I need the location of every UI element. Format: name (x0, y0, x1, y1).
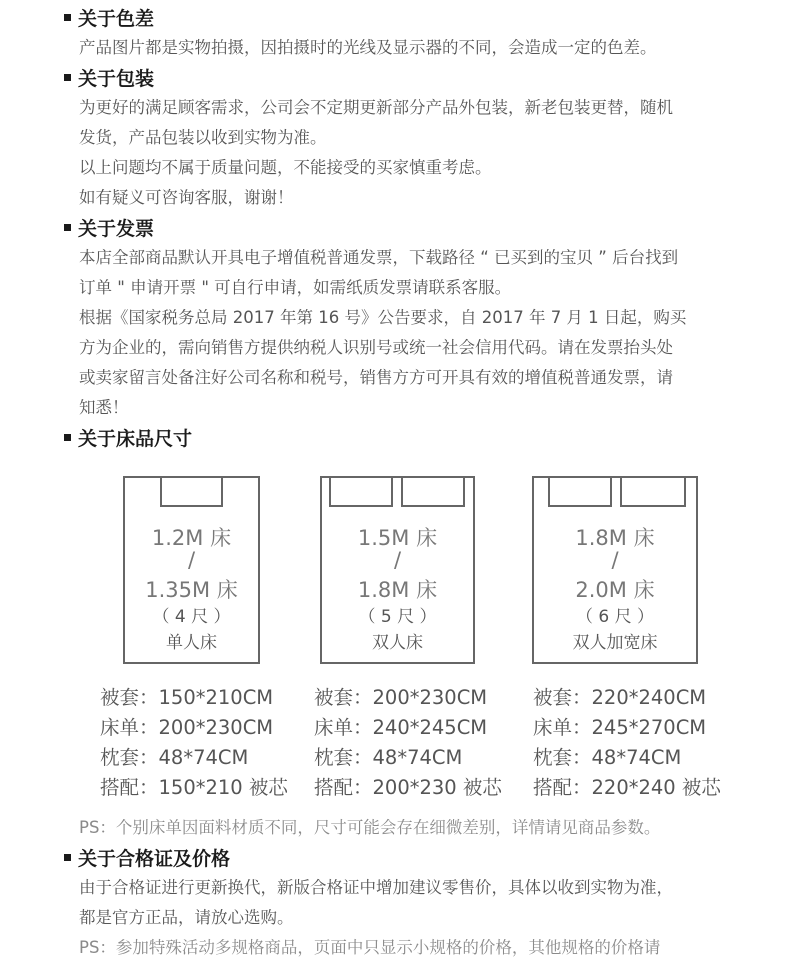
spec-duvet-cover: 被套：150*210CM (100, 686, 274, 709)
bed-diagram-single (123, 476, 260, 664)
spec-pillowcase: 枕套：48*74CM (314, 746, 463, 769)
bed-feet: （ 4 尺 ） (152, 607, 231, 627)
bed-size-line1: 1.5M 床 (357, 526, 438, 550)
section-title-packaging (64, 63, 154, 91)
section-title-text: 关于床品尺寸 (78, 427, 193, 450)
paragraph-line: 本店全部商品默认开具电子增值税普通发票，下载路径 “ 已买到的宝贝 ” 后台找到 (79, 248, 679, 267)
spec-bed-sheet: 床单：245*270CM (533, 716, 707, 739)
bullet-icon (64, 14, 71, 21)
bed-feet: （ 6 尺 ） (575, 607, 655, 627)
bullet-icon (64, 434, 71, 441)
paragraph-line: 都是官方正品，请放心选购。 (79, 908, 294, 927)
section-title-certificate (64, 843, 230, 871)
section-title-invoice (64, 213, 154, 241)
spec-duvet-cover: 被套：220*240CM (533, 686, 707, 709)
bullet-icon (64, 74, 71, 81)
pillow-icon (620, 476, 686, 507)
paragraph-line: 方为企业的，需向销售方提供纳税人识别号或统一社会信用代码。请在发票抬头处 (79, 338, 673, 357)
paragraph-line: 根据《国家税务总局 2017 年第 16 号》公告要求，自 2017 年 7 月 1 日起，购买 (79, 308, 687, 327)
bullet-icon (64, 854, 71, 861)
bed-size-ps-note: PS：个别床单因面料材质不同，尺寸可能会存在细微差别，详情请见商品参数。 (79, 818, 661, 837)
section-title-text: 关于发票 (78, 217, 155, 240)
spec-matching-duvet: 搭配：150*210 被芯 (100, 776, 288, 799)
paragraph-line: 产品图片都是实物拍摄，因拍摄时的光线及显示器的不同，会造成一定的色差。 (79, 38, 657, 57)
bed-kind: 双人加宽床 (572, 633, 658, 653)
pillow-icon (329, 476, 393, 507)
bed-size-line1: 1.8M 床 (575, 526, 655, 550)
pillow-icon (160, 476, 223, 507)
paragraph-line: 如有疑义可咨询客服，谢谢！ (79, 188, 294, 207)
spec-pillowcase: 枕套：48*74CM (533, 746, 682, 769)
bed-size-line1: 1.2M 床 (151, 526, 232, 550)
paragraph-line: 以上问题均不属于质量问题，不能接受的买家慎重考虑。 (79, 158, 492, 177)
bed-size-line2: 2.0M 床 (575, 578, 655, 602)
bed-kind: 双人床 (372, 633, 423, 653)
section-title-text: 关于色差 (78, 7, 155, 30)
paragraph-line: 发货，产品包装以收到实物为准。 (79, 128, 327, 147)
section-title-bed-size (64, 423, 192, 451)
paragraph-line: 或卖家留言处备注好公司名称和税号，销售方方可开具有效的增值税普通发票，请 (79, 368, 673, 387)
section-title-text: 关于合格证及价格 (78, 847, 231, 870)
certificate-ps-note: PS：参加特殊活动多规格商品，页面中只显示小规格的价格，其他规格的价格请 (79, 938, 661, 957)
spec-pillowcase: 枕套：48*74CM (100, 746, 249, 769)
bed-size-line2: 1.8M 床 (357, 578, 438, 602)
pillow-icon (548, 476, 612, 507)
paragraph-line: 为更好的满足顾客需求，公司会不定期更新部分产品外包装，新老包装更替，随机 (79, 98, 673, 117)
spec-matching-duvet: 搭配：200*230 被芯 (314, 776, 502, 799)
bed-size-separator: / (611, 548, 619, 572)
spec-bed-sheet: 床单：200*230CM (100, 716, 274, 739)
paragraph-line: 订单 " 申请开票 " 可自行申请，如需纸质发票请联系客服。 (79, 278, 512, 297)
paragraph-line: 知悉！ (79, 398, 129, 417)
bed-size-separator: / (393, 548, 402, 572)
bullet-icon (64, 224, 71, 231)
paragraph-line: 由于合格证进行更新换代，新版合格证中增加建议零售价，具体以收到实物为准， (79, 878, 673, 897)
bed-diagram-double (320, 476, 475, 664)
pillow-icon (401, 476, 465, 507)
bed-kind: 单人床 (166, 633, 217, 653)
spec-bed-sheet: 床单：240*245CM (314, 716, 488, 739)
bed-size-separator: / (187, 548, 196, 572)
section-title-text: 关于包装 (78, 67, 155, 90)
spec-duvet-cover: 被套：200*230CM (314, 686, 488, 709)
bed-size-line2: 1.35M 床 (145, 578, 238, 602)
spec-matching-duvet: 搭配：220*240 被芯 (533, 776, 721, 799)
bed-feet: （ 5 尺 ） (358, 607, 437, 627)
section-title-color (64, 3, 154, 31)
bed-diagram-king (532, 476, 698, 664)
